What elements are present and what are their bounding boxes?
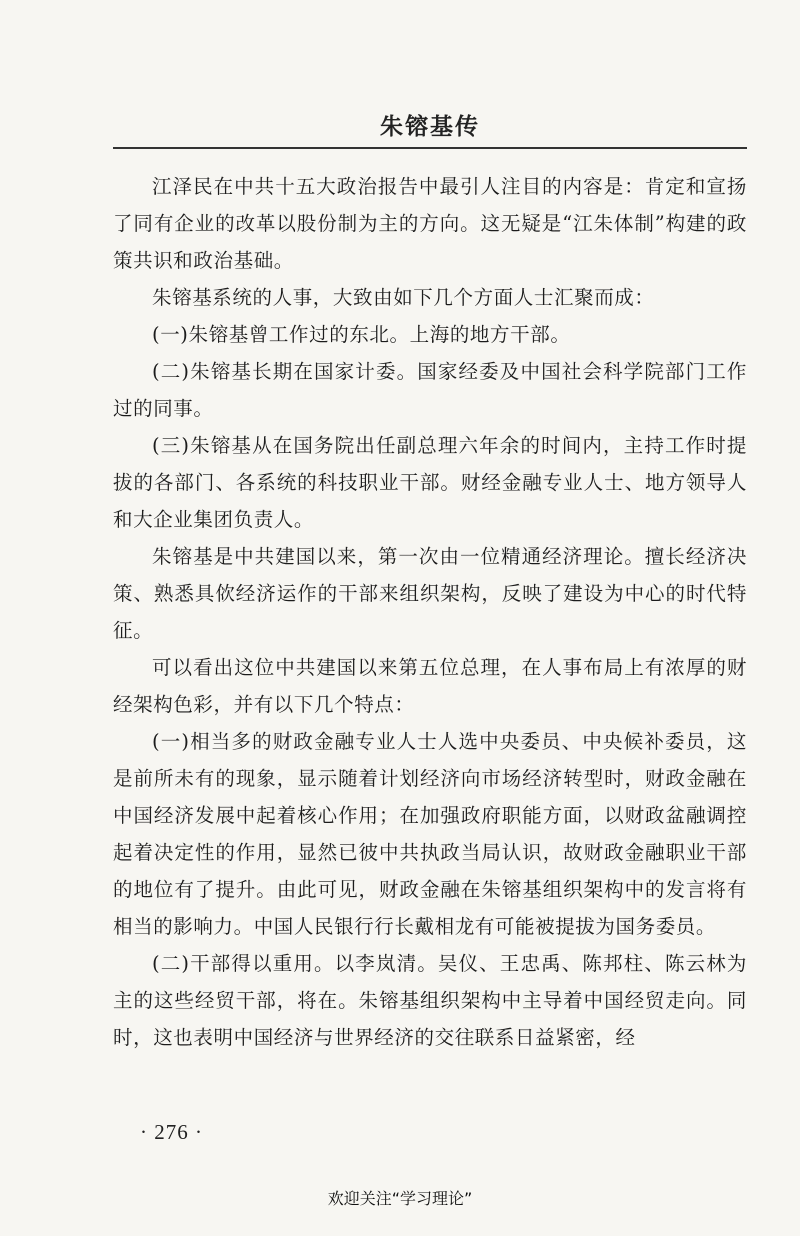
paragraph: (一)相当多的财政金融专业人士人选中央委员、中央候补委员，这是前所未有的现象，显示随着计划经济向市场经济转型时，财政金融在中国经济发展中起着核心作用；在加强政府职能方面，以财政盆融调控起着决定性的作用，显然已彼中共执政当局认识，故财政金融职业干部的地位有了提升。由此可见，财政金融在朱镕基组织架构中的发言将有相当的影响力。中国人民银行行长戴相龙有可能被提拔为国务委员。 <box>113 730 747 938</box>
header-rule <box>113 147 747 149</box>
paragraph: (二)朱镕基长期在国家计委。国家经委及中国社会科学院部门工作过的同事。 <box>113 360 747 420</box>
paragraph: (二)干部得以重用。以李岚清。吴仪、王忠禹、陈邦柱、陈云林为主的这些经贸干部，将在。朱镕基组织架构中主导着中国经贸走向。同时，这也表明中国经济与世界经济的交往联系日益紧密，经 <box>113 952 747 1049</box>
body-text <box>113 168 747 1056</box>
paragraph: (一)朱镕基曾工作过的东北。上海的地方干部。 <box>152 323 571 346</box>
running-header-title: 朱镕基传 <box>380 113 480 140</box>
paragraph: 江泽民在中共十五大政治报告中最引人注目的内容是：肯定和宣扬了同有企业的改革以股份制为主的方向。这无疑是“江朱体制”构建的政策共识和政治基础。 <box>113 175 747 272</box>
watermark-caption: 欢迎关注“学习理论” <box>327 1189 473 1208</box>
paragraph: 朱镕基系统的人事，大致由如下几个方面人士汇聚而成： <box>152 286 655 309</box>
paragraph: (三)朱镕基从在国务院出任副总理六年余的时间内，主持工作时提拔的各部门、各系统的科技职业干部。财经金融专业人士、地方领导人和大企业集团负责人。 <box>113 434 747 531</box>
paragraph: 可以看出这位中共建国以来第五位总理，在人事布局上有浓厚的财经架构色彩，并有以下几个特点： <box>113 656 747 716</box>
paragraph: 朱镕基是中共建国以来，第一次由一位精通经济理论。擅长经济决策、熟悉具佽经济运作的干部来组织架构，反映了建设为中心的时代特征。 <box>113 545 747 642</box>
page-number: · 276 · <box>140 1120 203 1144</box>
